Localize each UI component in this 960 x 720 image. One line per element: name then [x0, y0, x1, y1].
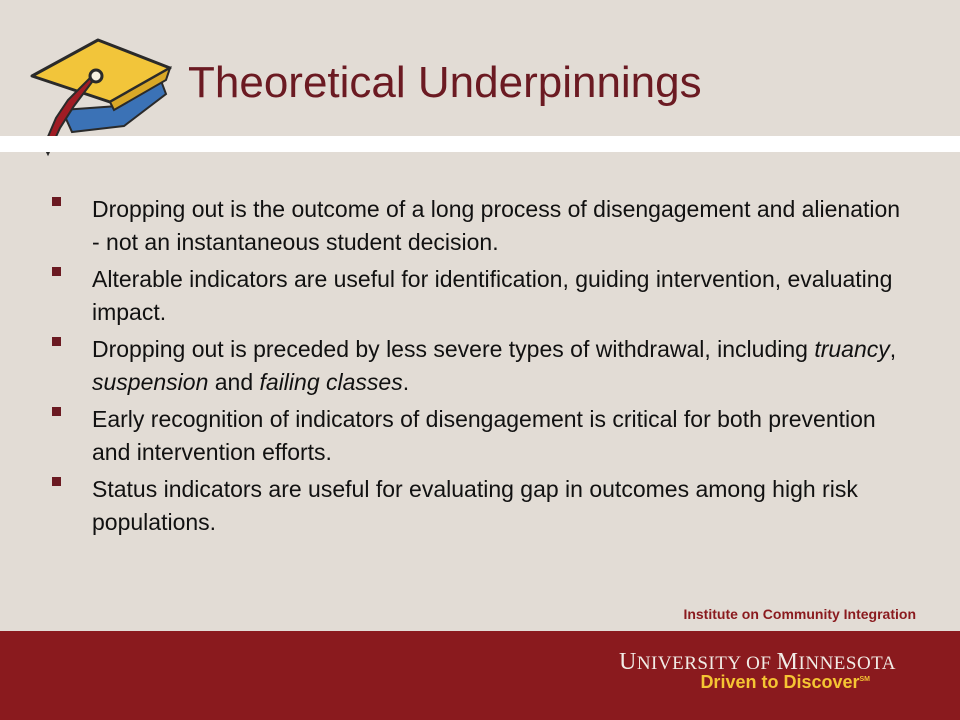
bullet-text: failing classes — [259, 369, 403, 395]
univ-first-letter: U — [618, 649, 637, 675]
bullet-item — [52, 263, 912, 329]
bullet-text: Status indicators are useful for evaluating gap in outcomes among high risk populations. — [92, 476, 858, 535]
service-mark: SM — [859, 676, 870, 683]
bullet-list — [52, 193, 912, 543]
slide-title: Theoretical Underpinnings — [188, 58, 702, 107]
square-bullet-icon — [52, 477, 61, 486]
bullet-item — [52, 193, 912, 259]
univ-word-1: NIVERSITY OF — [636, 653, 777, 674]
square-bullet-icon — [52, 337, 61, 346]
divider — [0, 136, 960, 152]
bullet-text: and — [208, 369, 260, 395]
univ-second-letter: M — [776, 649, 799, 675]
tagline — [700, 672, 870, 693]
square-bullet-icon — [52, 407, 61, 416]
bullet-text: truancy — [814, 336, 890, 362]
tagline-text: Driven to Discover — [700, 672, 860, 692]
bullet-text: Dropping out is preceded by less severe types of withdrawal, including — [92, 336, 815, 362]
bullet-text: Dropping out is the outcome of a long process of disengagement and alienation - not an instantaneous student decision. — [92, 196, 901, 255]
square-bullet-icon — [52, 197, 61, 206]
bullet-item — [52, 403, 912, 469]
square-bullet-icon — [52, 267, 61, 276]
univ-word-2: INNESOTA — [798, 653, 896, 674]
bullet-text: . — [402, 369, 410, 395]
institute-name: Institute on Community Integration — [683, 606, 916, 622]
bullet-text: Alterable indicators are useful for identification, guiding intervention, evaluating impact. — [92, 266, 893, 325]
bullet-text: Early recognition of indicators of disengagement is critical for both prevention and intervention efforts. — [92, 406, 876, 465]
bullet-text: , — [889, 336, 897, 362]
bullet-item — [52, 473, 912, 539]
bullet-item — [52, 333, 912, 399]
bullet-text: suspension — [92, 369, 209, 395]
